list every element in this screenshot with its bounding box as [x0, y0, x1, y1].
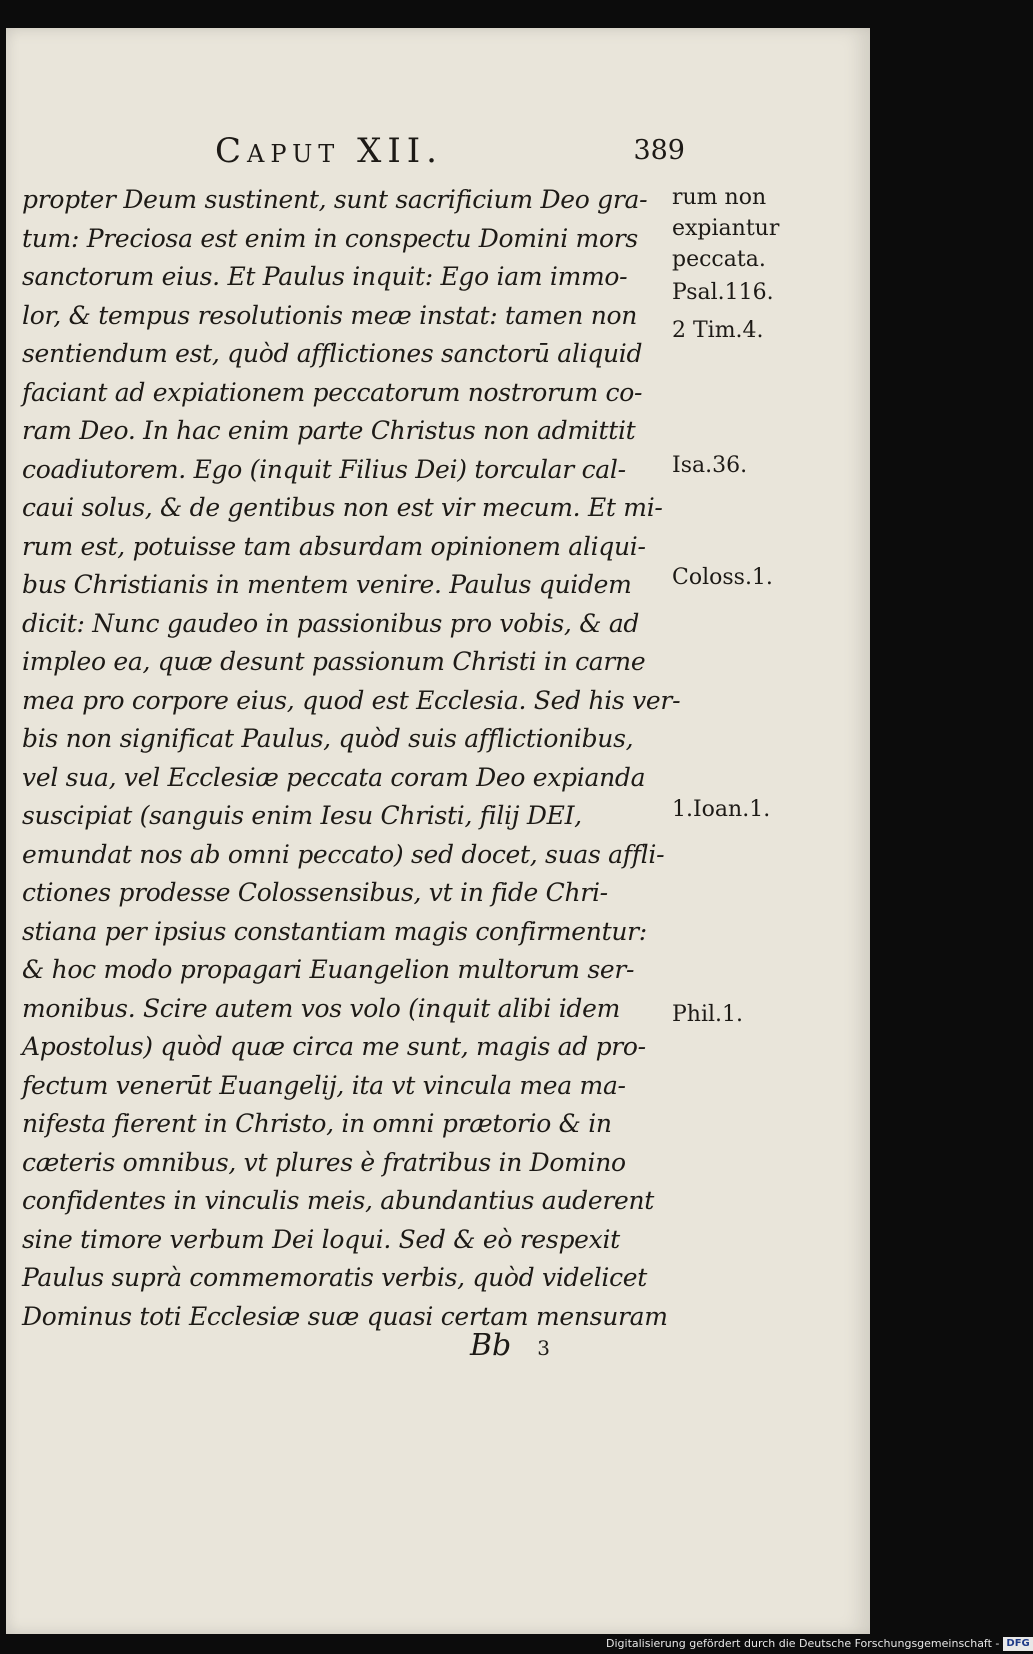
- text-line: dicit: Nunc gaudeo in passionibus pro vobis, & ad: [22, 608, 640, 638]
- text-line: ram Deo. In hac enim parte Christus non admittit: [22, 416, 636, 445]
- margin-note-john: 1.Ioan.1.: [672, 797, 771, 822]
- text-line: ctiones prodesse Colossensibus, vt in fide Chri-: [22, 878, 608, 907]
- text-line: sanctorum eius. Et Paulus inquit: Ego iam immo-: [22, 262, 628, 291]
- text-line: mea pro corpore eius, quod est Ecclesia. Sed his ver-: [22, 685, 681, 715]
- page-number: 389: [633, 135, 685, 166]
- text-line: sentiendum est, quòd afflictiones sanctorū aliquid: [22, 339, 643, 368]
- text-line: caui solus, & de gentibus non est vir mecum. Et mi-: [22, 493, 663, 522]
- footer-text: Digitalisierung gefördert durch die Deutsche Forschungsgemeinschaft -: [606, 1637, 1000, 1650]
- text-line: propter Deum sustinent, sunt sacrificium Deo gra-: [22, 185, 648, 214]
- text-line: lor, & tempus resolutionis meæ instat: tamen non: [22, 300, 638, 330]
- text-line: bis non significat Paulus, quòd suis afflictionibus,: [22, 724, 634, 753]
- text-line: rum est, potuisse tam absurdam opinionem aliqui-: [22, 531, 646, 561]
- text-line: fectum venerūt Euangelij, ita vt vincula mea ma-: [22, 1070, 626, 1100]
- text-line: sine timore verbum Dei loqui. Sed & eò respexit: [22, 1224, 620, 1254]
- margin-note-peccata: peccata.: [672, 247, 766, 272]
- text-line: tum: Preciosa est enim in conspectu Domini mors: [22, 223, 638, 253]
- chapter-title: Caput XII.: [215, 131, 443, 171]
- text-line: bus Christianis in mentem venire. Paulus quidem: [22, 570, 632, 599]
- text-line: suscipiat (sanguis enim Iesu Christi, filij DEI,: [22, 801, 582, 830]
- text-line: monibus. Scire autem vos volo (inquit alibi idem: [22, 993, 621, 1023]
- footer-credit: [606, 1634, 1030, 1654]
- text-line: Paulus suprà commemoratis verbis, quòd videlicet: [22, 1263, 648, 1292]
- margin-note-expiantur: expiantur: [672, 216, 780, 241]
- text-line: Apostolus) quòd quæ circa me sunt, magis ad pro-: [22, 1032, 646, 1061]
- text-line: confidentes in vinculis meis, abundantius auderent: [22, 1186, 655, 1215]
- margin-note-isaiah: Isa.36.: [672, 453, 748, 478]
- dfg-logo-icon: DFG: [1003, 1637, 1032, 1651]
- body-text: [22, 181, 681, 1336]
- text-line: vel sua, vel Ecclesiæ peccata coram Deo expianda: [22, 762, 646, 792]
- signature-letters: Bb: [470, 1328, 512, 1363]
- text-line: cæteris omnibus, vt plures è fratribus in Domino: [22, 1147, 626, 1177]
- running-head: [215, 131, 685, 171]
- margin-note-philippians: Phil.1.: [672, 1002, 744, 1027]
- margin-note-rum-non: rum non: [672, 185, 767, 210]
- text-line: nifesta fierent in Christo, in omni prætorio & in: [22, 1109, 612, 1138]
- margin-note-timothy: 2 Tim.4.: [672, 318, 764, 343]
- margin-note-psalm: Psal.116.: [672, 280, 774, 305]
- text-line: emundat nos ab omni peccato) sed docet, suas affli-: [22, 839, 665, 869]
- signature-number: 3: [537, 1336, 550, 1360]
- text-line: impleo ea, quæ desunt passionum Christi in carne: [22, 647, 646, 676]
- text-line: stiana per ipsius constantiam magis confirmentur:: [22, 916, 647, 946]
- text-line: coadiutorem. Ego (inquit Filius Dei) torcular cal-: [22, 454, 626, 484]
- signature-mark: [470, 1328, 550, 1363]
- text-line: Dominus toti Ecclesiæ suæ quasi certam mensuram: [22, 1301, 668, 1331]
- margin-note-colossians: Coloss.1.: [672, 565, 773, 590]
- text-line: faciant ad expiationem peccatorum nostrorum co-: [22, 377, 643, 407]
- text-line: & hoc modo propagari Euangelion multorum ser-: [22, 955, 635, 984]
